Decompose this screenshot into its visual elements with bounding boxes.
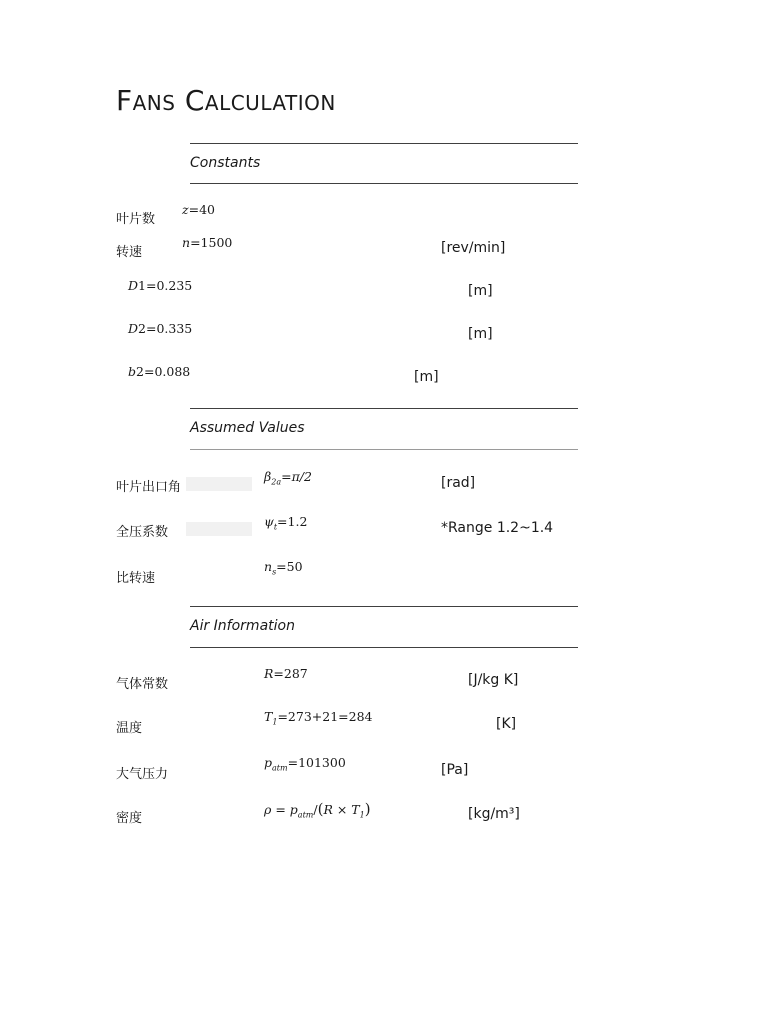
label-blade-count: 叶片数 bbox=[116, 212, 156, 227]
formula-density: $\rho = p_{atm}/(R \times T_1)$ bbox=[264, 800, 371, 820]
section-rule-bottom bbox=[190, 449, 578, 450]
unit-kelvin: [K] bbox=[496, 716, 517, 732]
var-subscript: 2 bbox=[136, 364, 144, 379]
label-density: 密度 bbox=[116, 811, 143, 826]
var-symbol: n bbox=[182, 235, 191, 250]
page-title: Fans Calculation bbox=[116, 84, 336, 117]
label-atmospheric-pressure: 大气压力 bbox=[116, 767, 169, 782]
unit-j-kg-k: [J/kg K] bbox=[468, 672, 519, 688]
var-p: p bbox=[289, 802, 298, 817]
unit-rev-min: [rev/min] bbox=[441, 240, 506, 256]
var-value: π/2 bbox=[291, 469, 312, 484]
var-value: 50 bbox=[286, 559, 303, 574]
section-rule-bottom bbox=[190, 647, 578, 648]
var-subscript: 2a bbox=[271, 477, 282, 487]
formula-b2: b2=0.088 bbox=[128, 364, 191, 379]
var-symbol: b bbox=[128, 364, 137, 379]
var-symbol: R bbox=[264, 666, 274, 681]
var-subscript: 2 bbox=[138, 321, 146, 336]
var-value: 1500 bbox=[200, 235, 233, 250]
formula-d2: D2=0.335 bbox=[128, 321, 193, 336]
section-title-constants: Constants bbox=[190, 155, 261, 171]
formula-temperature: $T_1=273+21=284$ bbox=[264, 709, 373, 727]
var-symbol: n bbox=[264, 559, 273, 574]
var-subscript: s bbox=[272, 567, 277, 577]
label-shade bbox=[186, 522, 252, 536]
var-subscript: 1 bbox=[138, 278, 146, 293]
var-r: R bbox=[323, 802, 333, 817]
var-subscript: 1 bbox=[359, 810, 365, 820]
section-rule-bottom bbox=[190, 183, 578, 184]
range-note: *Range 1.2~1.4 bbox=[441, 520, 554, 536]
unit-pascal: [Pa] bbox=[441, 762, 469, 778]
label-specific-speed: 比转速 bbox=[116, 571, 156, 586]
label-gas-constant: 气体常数 bbox=[116, 677, 169, 692]
var-value: 0.235 bbox=[156, 278, 193, 293]
var-symbol: z bbox=[182, 202, 189, 217]
var-value: 101300 bbox=[298, 755, 346, 770]
section-title-air-information: Air Information bbox=[190, 618, 295, 634]
var-value: 1.2 bbox=[287, 514, 308, 529]
formula-outlet-angle: $\beta_{2a}=\pi/2$ bbox=[264, 469, 312, 487]
section-rule-top bbox=[190, 143, 578, 144]
unit-d1: [m] bbox=[468, 283, 493, 299]
formula-specific-speed: $n_s=50$ bbox=[264, 559, 303, 577]
formula-d1: D1=0.235 bbox=[128, 278, 193, 293]
var-t: T bbox=[351, 802, 360, 817]
section-rule-top bbox=[190, 606, 578, 607]
section-title-assumed-values: Assumed Values bbox=[190, 420, 305, 436]
var-symbol: p bbox=[264, 755, 273, 770]
var-subscript: 1 bbox=[272, 717, 278, 727]
var-symbol: T bbox=[264, 709, 273, 724]
var-symbol: ψ bbox=[264, 514, 274, 529]
var-symbol: ρ bbox=[264, 802, 272, 817]
label-shade bbox=[186, 477, 252, 491]
var-subscript: atm bbox=[297, 810, 314, 820]
unit-b2: [m] bbox=[414, 369, 439, 385]
formula-gas-constant: R=287 bbox=[264, 666, 308, 681]
unit-d2: [m] bbox=[468, 326, 493, 342]
var-symbol: β bbox=[264, 469, 272, 484]
var-value: 0.088 bbox=[154, 364, 191, 379]
label-pressure-coefficient: 全压系数 bbox=[116, 525, 169, 540]
var-subscript: t bbox=[273, 522, 278, 532]
var-symbol: D bbox=[128, 278, 139, 293]
label-rotational-speed: 转速 bbox=[116, 245, 143, 260]
var-value: 40 bbox=[199, 202, 215, 217]
formula-blade-count: z=40 bbox=[182, 202, 215, 217]
var-value: 0.335 bbox=[156, 321, 193, 336]
var-subscript: atm bbox=[272, 763, 288, 773]
formula-atmospheric-pressure: $p_{atm}=101300$ bbox=[264, 755, 346, 773]
var-symbol: D bbox=[128, 321, 139, 336]
var-value: 287 bbox=[283, 666, 308, 681]
label-outlet-angle: 叶片出口角 bbox=[116, 480, 182, 495]
label-temperature: 温度 bbox=[116, 721, 143, 736]
formula-pressure-coefficient: $\psi_t=1.2$ bbox=[264, 514, 308, 532]
section-rule-top bbox=[190, 408, 578, 409]
var-value: 273+21=284 bbox=[287, 709, 373, 724]
unit-kg-m3: [kg/m³] bbox=[468, 806, 520, 822]
formula-rotational-speed: n=1500 bbox=[182, 235, 233, 250]
unit-rad: [rad] bbox=[441, 475, 476, 491]
